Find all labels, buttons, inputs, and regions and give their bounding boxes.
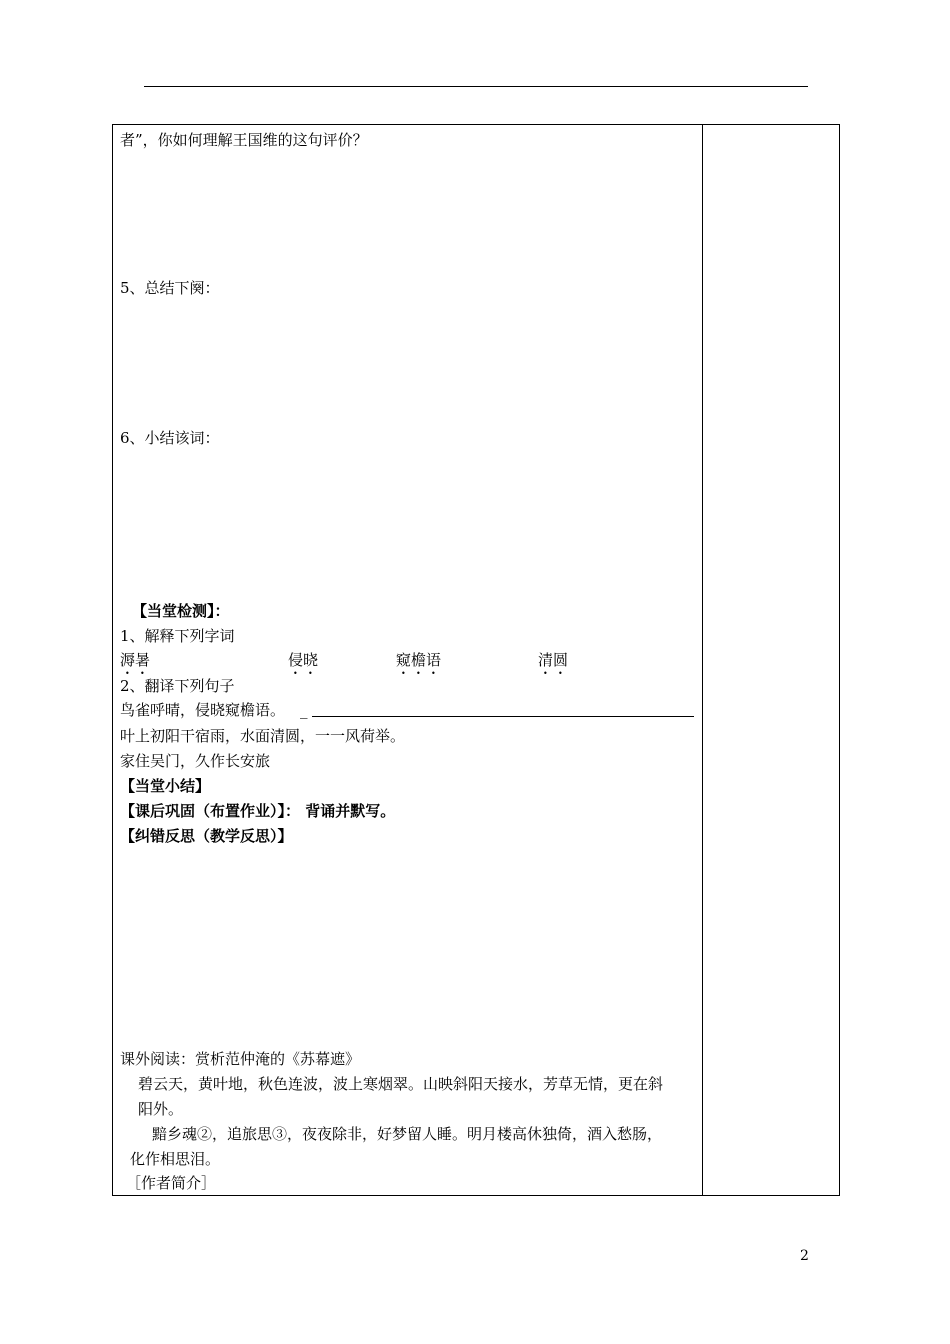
question-4-tail: 者”，你如何理解王国维的这句评价？ (120, 131, 368, 149)
homework-label: 【课后巩固（布置作业）】： (120, 802, 301, 820)
vocab-word-1-text: 溽暑 (120, 651, 151, 669)
page-number: 2 (800, 1248, 809, 1264)
answer-blank-line (312, 716, 694, 717)
sentence-1: 鸟雀呼晴，侵晓窥檐语。 (120, 701, 286, 719)
worksheet-table (112, 124, 840, 1196)
question-5: 5、总结下阕： (120, 279, 220, 297)
poem-line-2: 黯乡魂②，追旅思③，夜夜除非，好梦留人睡。明月楼高休独倚，酒入愁肠， (152, 1125, 663, 1143)
section-homework (120, 801, 395, 821)
poem-line-2-cont: 化作相思泪。 (130, 1150, 221, 1168)
sentence-3: 家住吴门，久作长安旅 (120, 752, 271, 770)
vocab-word-2-text: 侵晓 (288, 651, 319, 669)
section-reflection: 【纠错反思（教学反思）】 (120, 827, 293, 845)
task-explain-words: 1、解释下列字词 (120, 627, 235, 645)
vocab-word-4-text: 清圆 (538, 651, 569, 669)
author-intro: ［作者简介］ (126, 1174, 217, 1192)
poem-line-1: 碧云天，黄叶地，秋色连波，波上寒烟翠。山映斜阳天接水，芳草无情，更在斜 (138, 1075, 664, 1093)
section-in-class-test: 【当堂检测】： (132, 602, 230, 620)
header-rule (144, 86, 808, 87)
notes-column-divider (702, 124, 703, 1196)
vocab-word-3-text: 窥檐语 (396, 651, 442, 669)
sentence-2: 叶上初阳干宿雨，水面清圆，一一风荷举。 (120, 727, 406, 745)
task-translate: 2、翻译下列句子 (120, 677, 235, 695)
poem-line-1-cont: 阳外。 (138, 1100, 184, 1118)
section-in-class-summary: 【当堂小结】 (120, 777, 211, 795)
vocab-word-1 (120, 650, 150, 678)
question-6: 6、小结该词： (120, 429, 220, 447)
vocab-word-4 (538, 650, 568, 678)
vocab-word-2 (288, 650, 318, 678)
extra-reading-title: 课外阅读：赏析范仲淹的《苏幕遮》 (120, 1050, 361, 1068)
sentence-1-blank-mark: _ (300, 701, 308, 719)
homework-text: 背诵并默写。 (305, 802, 396, 820)
vocab-word-3 (396, 650, 441, 678)
